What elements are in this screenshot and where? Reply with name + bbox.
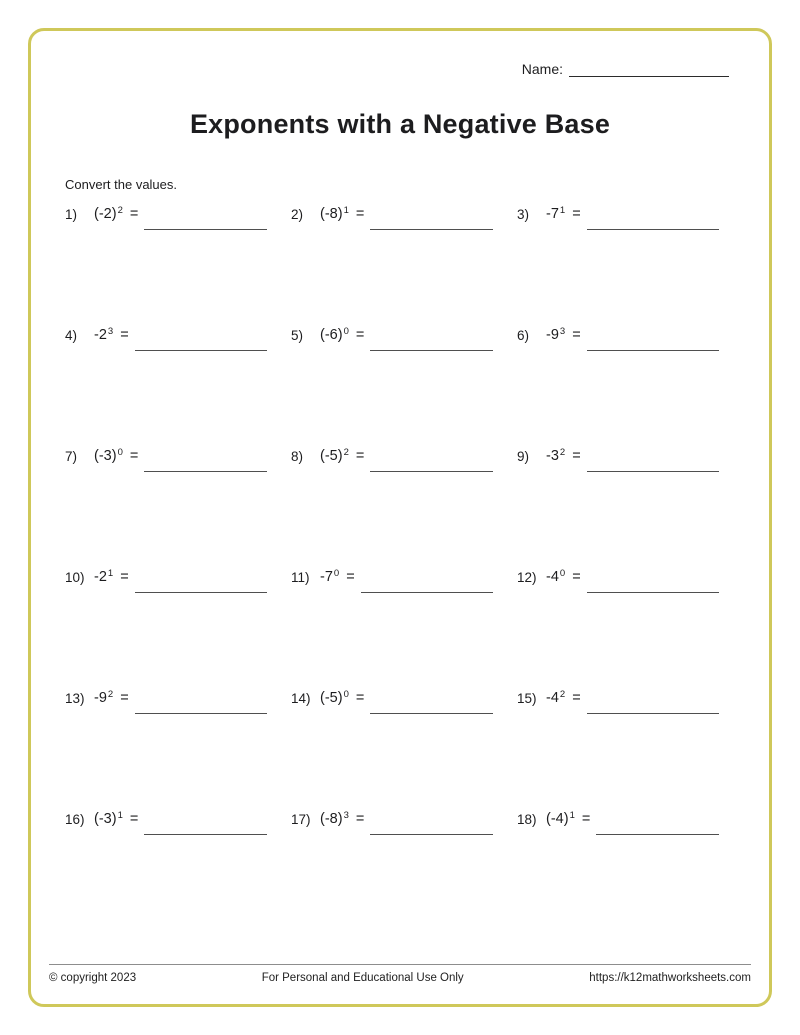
problem-number: 2) [291, 207, 304, 222]
expression-base: -9 [546, 327, 559, 343]
problem-expression [546, 206, 565, 222]
answer-blank[interactable] [587, 448, 719, 472]
equals-sign: = [346, 569, 355, 585]
problem-number: 9) [517, 449, 530, 464]
answer-blank[interactable] [587, 690, 719, 714]
problem-expression [94, 690, 113, 706]
problem-number: 18) [517, 812, 537, 827]
expression-exponent: 0 [559, 568, 566, 579]
problem-item [65, 448, 291, 569]
expression-base: (-4) [546, 811, 569, 827]
problem-number: 13) [65, 691, 85, 706]
problem-expression [320, 327, 349, 343]
problem-expression [320, 569, 339, 585]
worksheet-title: Exponents with a Negative Base [189, 109, 611, 139]
expression-exponent: 1 [559, 205, 566, 216]
problems-grid [65, 206, 743, 932]
answer-blank[interactable] [370, 811, 493, 835]
problem-item [517, 327, 743, 448]
problem-expression [546, 448, 565, 464]
name-row [522, 61, 729, 77]
equals-sign: = [355, 690, 365, 706]
equals-sign: = [129, 811, 139, 827]
expression-exponent: 0 [333, 568, 340, 579]
expression-base: (-8) [320, 811, 343, 827]
equals-sign: = [581, 811, 591, 827]
expression-base: -9 [94, 690, 107, 706]
problem-expression [320, 690, 349, 706]
equals-sign: = [572, 569, 581, 585]
problem-item [517, 569, 743, 690]
problem-item [517, 811, 743, 932]
problem-expression [546, 690, 565, 706]
expression-exponent: 3 [559, 326, 566, 337]
expression-exponent: 3 [343, 810, 349, 821]
problem-expression [94, 448, 123, 464]
problem-number: 14) [291, 691, 311, 706]
problem-item [291, 448, 517, 569]
problem-number: 3) [517, 207, 530, 222]
problem-item [65, 690, 291, 811]
answer-blank[interactable] [370, 690, 493, 714]
footer [49, 964, 751, 984]
problem-number: 11) [291, 570, 310, 585]
problem-expression [94, 811, 123, 827]
expression-exponent: 1 [569, 810, 575, 821]
expression-base: -2 [94, 327, 107, 343]
equals-sign: = [572, 448, 581, 464]
expression-exponent: 0 [343, 689, 349, 700]
equals-sign: = [355, 448, 365, 464]
problem-item [65, 206, 291, 327]
page-border [28, 28, 772, 1007]
problem-number: 6) [517, 328, 530, 343]
equals-sign: = [120, 327, 129, 343]
problem-item [291, 569, 517, 690]
problem-number: 1) [65, 207, 78, 222]
expression-exponent: 1 [343, 205, 349, 216]
answer-blank[interactable] [135, 327, 267, 351]
expression-base: -7 [320, 569, 333, 585]
expression-exponent: 2 [117, 205, 123, 216]
expression-exponent: 3 [107, 326, 114, 337]
equals-sign: = [129, 448, 139, 464]
expression-exponent: 1 [107, 568, 114, 579]
problem-item [65, 811, 291, 932]
answer-blank[interactable] [596, 811, 719, 835]
footer-copyright: © copyright 2023 [49, 972, 137, 984]
answer-blank[interactable] [361, 569, 493, 593]
problem-item [291, 206, 517, 327]
answer-blank[interactable] [587, 569, 719, 593]
problem-number: 17) [291, 812, 311, 827]
expression-base: (-5) [320, 690, 343, 706]
footer-url: https://k12mathworksheets.com [589, 972, 751, 984]
problem-number: 15) [517, 691, 537, 706]
expression-exponent: 2 [107, 689, 114, 700]
equals-sign: = [572, 690, 581, 706]
answer-blank[interactable] [135, 569, 267, 593]
footer-usage-note: For Personal and Educational Use Only [261, 972, 464, 984]
equals-sign: = [355, 206, 365, 222]
expression-exponent: 2 [559, 689, 566, 700]
problem-number: 12) [517, 570, 537, 585]
problem-expression [320, 811, 349, 827]
problem-expression [320, 206, 349, 222]
answer-blank[interactable] [370, 448, 493, 472]
answer-blank[interactable] [587, 327, 719, 351]
problem-item [291, 811, 517, 932]
problem-number: 10) [65, 570, 85, 585]
answer-blank[interactable] [144, 448, 267, 472]
problem-item [291, 327, 517, 448]
expression-base: (-3) [94, 811, 117, 827]
problem-number: 7) [65, 449, 78, 464]
expression-base: (-2) [94, 206, 117, 222]
equals-sign: = [355, 811, 365, 827]
problem-item [517, 206, 743, 327]
expression-exponent: 0 [343, 326, 349, 337]
problem-item [517, 690, 743, 811]
equals-sign: = [572, 327, 581, 343]
expression-base: (-5) [320, 448, 343, 464]
answer-blank[interactable] [135, 690, 267, 714]
problem-item [291, 690, 517, 811]
expression-base: (-3) [94, 448, 117, 464]
expression-exponent: 2 [559, 447, 566, 458]
problem-number: 16) [65, 812, 85, 827]
equals-sign: = [120, 569, 129, 585]
expression-base: -2 [94, 569, 107, 585]
problem-number: 4) [65, 328, 78, 343]
name-label: Name: [521, 61, 563, 77]
problem-number: 8) [291, 449, 304, 464]
expression-exponent: 2 [343, 447, 349, 458]
problem-expression [546, 327, 565, 343]
equals-sign: = [355, 327, 365, 343]
equals-sign: = [129, 206, 139, 222]
answer-blank[interactable] [587, 206, 719, 230]
expression-base: -4 [546, 690, 559, 706]
answer-blank[interactable] [144, 206, 267, 230]
problem-expression [94, 569, 113, 585]
problem-item [517, 448, 743, 569]
expression-base: -3 [546, 448, 559, 464]
problem-item [65, 327, 291, 448]
expression-base: -4 [546, 569, 559, 585]
problem-item [65, 569, 291, 690]
expression-base: (-8) [320, 206, 343, 222]
problem-expression [546, 811, 575, 827]
problem-expression [320, 448, 349, 464]
answer-blank[interactable] [370, 206, 493, 230]
expression-exponent: 0 [117, 447, 123, 458]
answer-blank[interactable] [370, 327, 493, 351]
equals-sign: = [120, 690, 129, 706]
problem-expression [94, 206, 123, 222]
equals-sign: = [572, 206, 581, 222]
problem-expression [94, 327, 113, 343]
name-input-line[interactable] [569, 61, 729, 77]
expression-exponent: 1 [117, 810, 123, 821]
expression-base: -7 [546, 206, 559, 222]
problem-expression [546, 569, 565, 585]
expression-base: (-6) [320, 327, 343, 343]
answer-blank[interactable] [144, 811, 267, 835]
instruction-text: Convert the values. [65, 177, 178, 192]
problem-number: 5) [291, 328, 304, 343]
